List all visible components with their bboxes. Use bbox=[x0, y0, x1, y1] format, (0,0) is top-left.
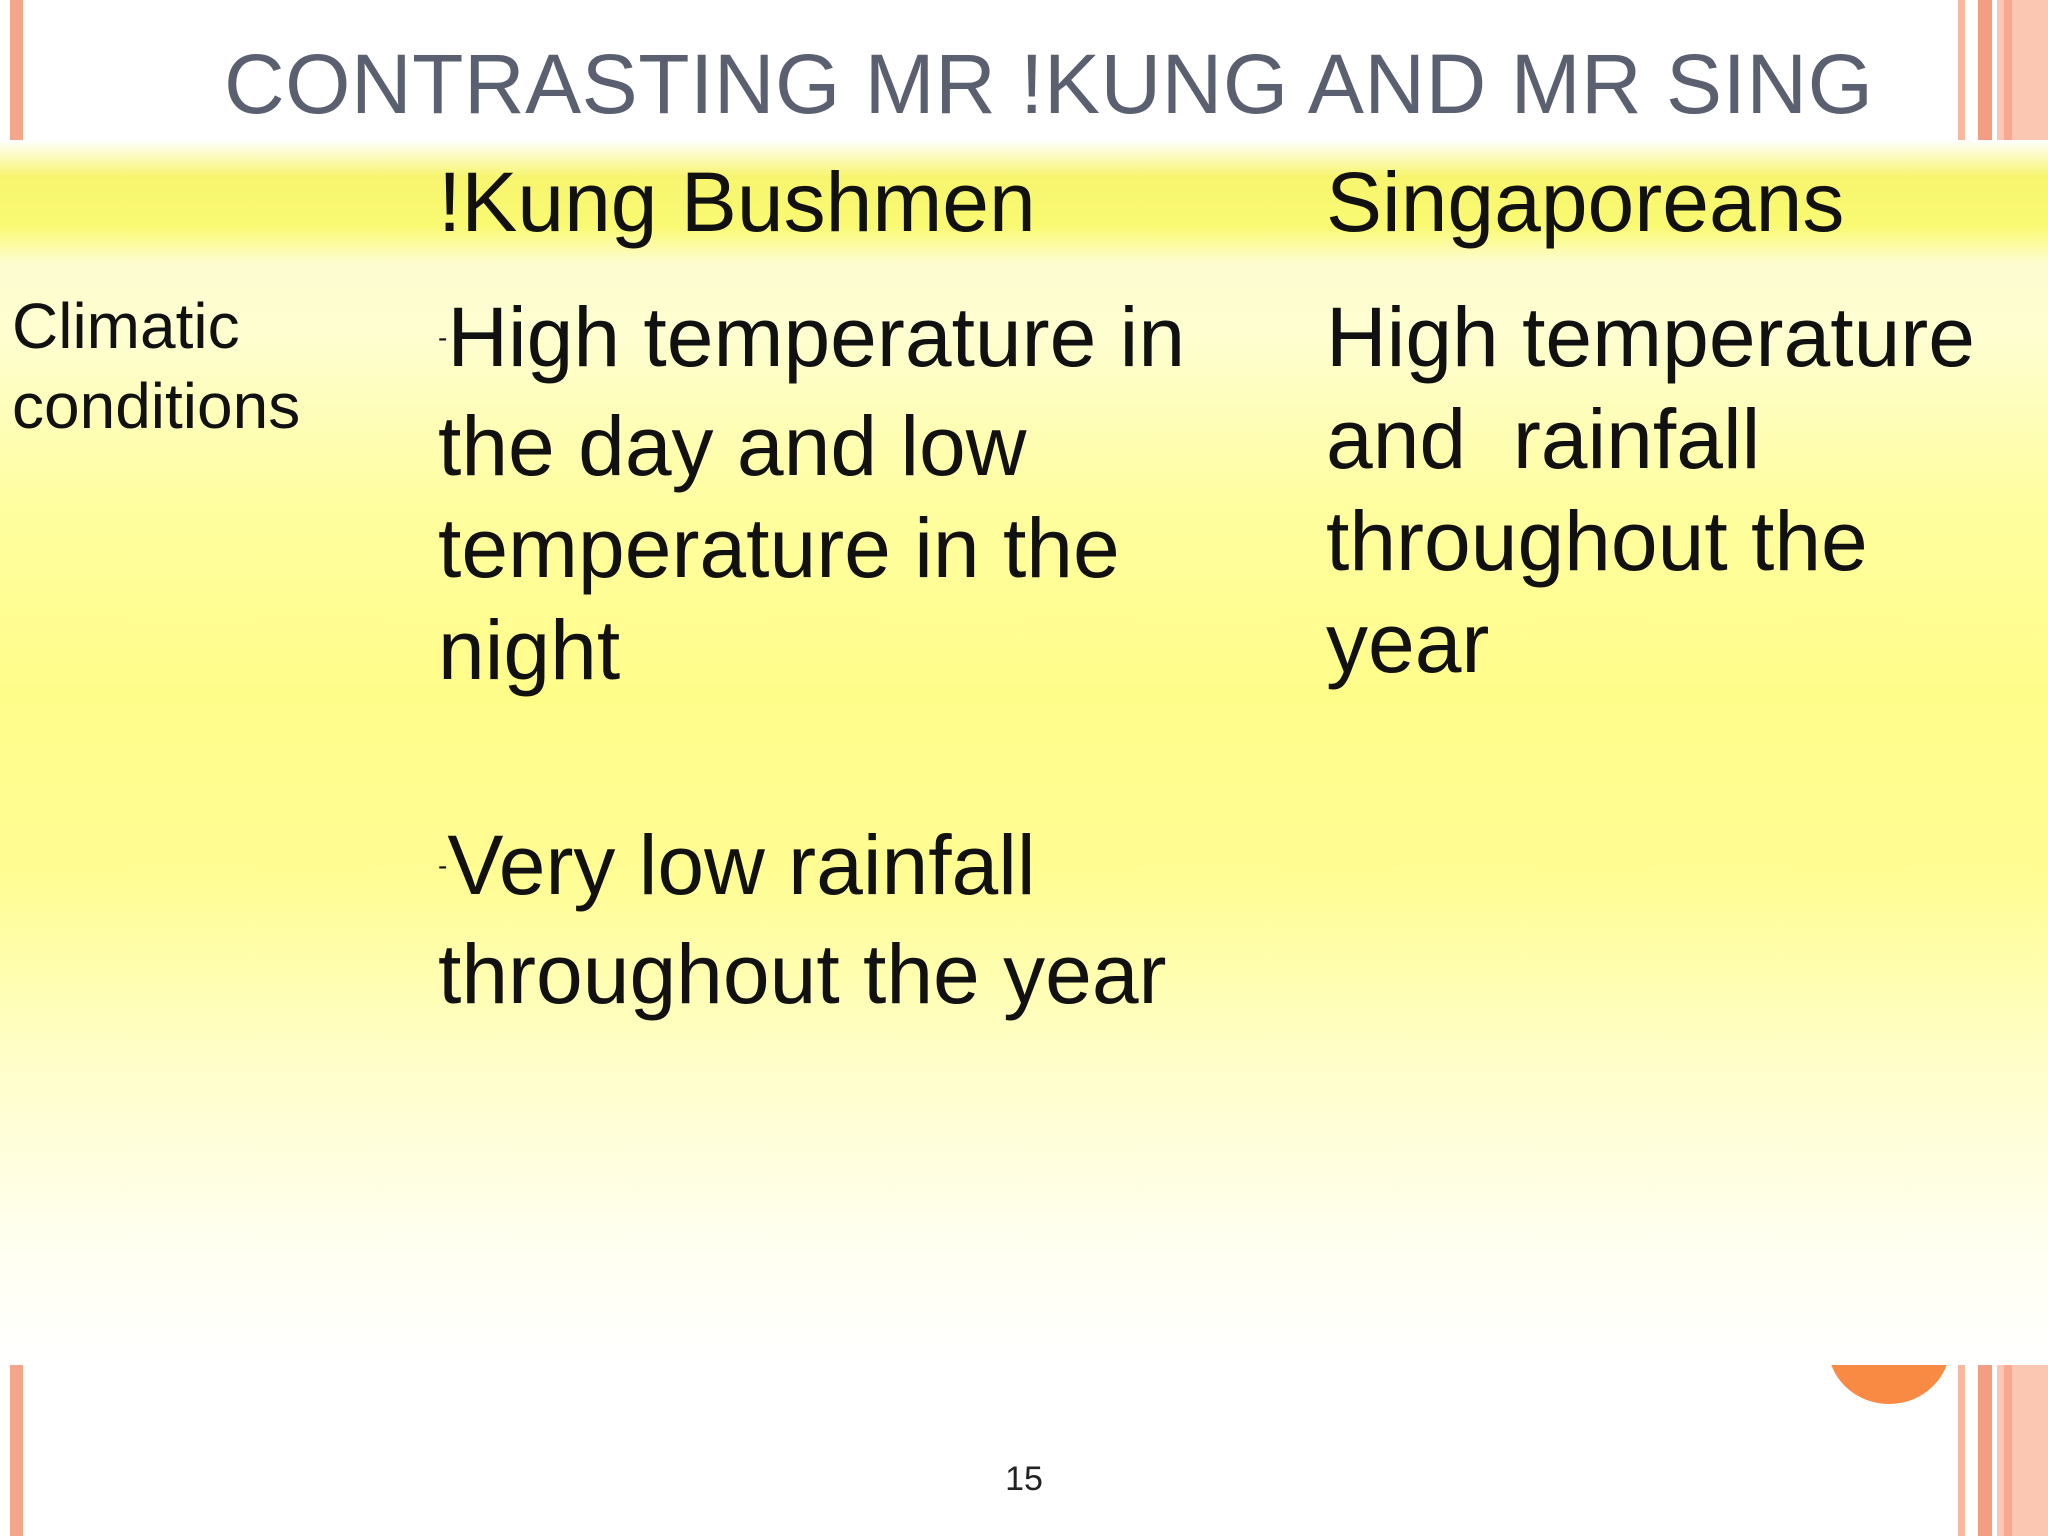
cell-line: and rainfall bbox=[1326, 392, 1761, 486]
right-decor-stripe bbox=[1978, 1365, 1992, 1536]
bullet-line: temperature in the bbox=[438, 500, 1120, 595]
bullet-line bbox=[438, 286, 1298, 395]
left-decor-stripe-top bbox=[10, 0, 23, 140]
kung-climate-bullet-1 bbox=[438, 286, 1298, 701]
right-decor-stripe bbox=[2004, 1365, 2012, 1536]
bullet-line: night bbox=[438, 602, 621, 697]
cell-line: High temperature bbox=[1326, 290, 1975, 384]
right-decor-stripe bbox=[2004, 0, 2012, 140]
row-label-line: conditions bbox=[12, 370, 301, 442]
left-decor-stripe-bottom bbox=[10, 1365, 23, 1536]
bullet-line: the day and low bbox=[438, 398, 1027, 493]
bullet-line: throughout the year bbox=[438, 926, 1167, 1021]
column-header-kung: !Kung Bushmen bbox=[438, 155, 1036, 249]
bullet-text: High temperature in bbox=[447, 290, 1186, 384]
singapore-climate-cell bbox=[1326, 286, 2046, 694]
right-decor-stripe bbox=[1958, 1365, 1965, 1536]
bullet-line bbox=[438, 814, 1298, 923]
right-decor-stripe bbox=[1978, 0, 1992, 140]
page-number: 15 bbox=[1005, 1460, 1043, 1498]
bullet-text: Very low rainfall bbox=[447, 818, 1036, 912]
row-label-line: Climatic bbox=[12, 290, 240, 362]
bullet-dash: - bbox=[438, 321, 448, 353]
cell-line: throughout the bbox=[1326, 494, 1868, 588]
row-label-climatic-conditions bbox=[12, 286, 300, 446]
slide-title: CONTRASTING MR !KUNG AND MR SING bbox=[224, 37, 1874, 131]
column-header-singaporeans: Singaporeans bbox=[1326, 155, 1845, 249]
cell-line: year bbox=[1326, 596, 1490, 690]
bullet-dash: - bbox=[438, 849, 448, 881]
right-decor-stripe bbox=[1958, 0, 1965, 140]
kung-climate-bullet-2 bbox=[438, 814, 1298, 1025]
